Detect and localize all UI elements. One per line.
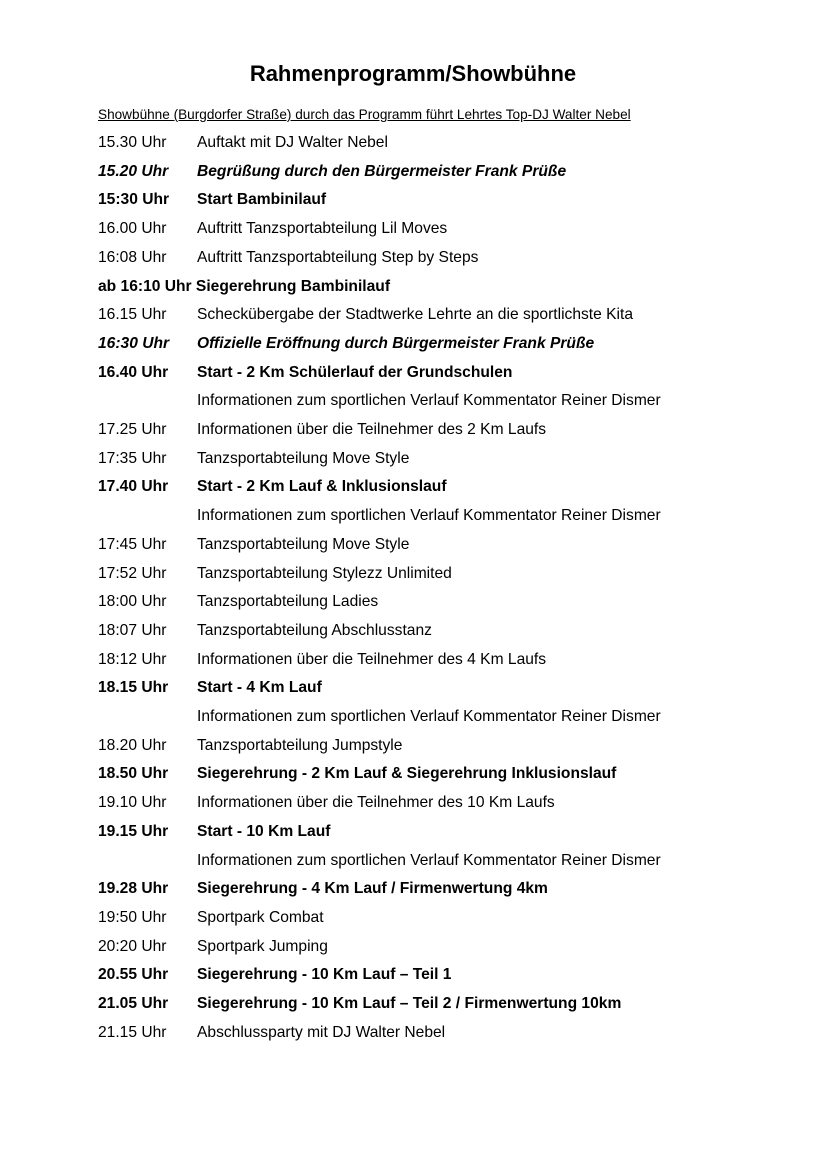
schedule-row — [98, 505, 738, 527]
schedule-description: Start - 4 Km Lauf — [197, 679, 322, 697]
schedule-row — [98, 763, 738, 785]
page-title: Rahmenprogramm/Showbühne — [249, 61, 577, 86]
schedule-description: Begrüßung durch den Bürgermeister Frank Prüße — [197, 162, 567, 180]
schedule-time: 17:52 Uhr — [98, 564, 167, 582]
schedule-row — [98, 476, 738, 498]
schedule-row — [98, 964, 738, 986]
schedule-time: 16:30 Uhr — [98, 334, 170, 352]
schedule-description: Informationen zum sportlichen Verlauf Kommentator Reiner Dismer — [197, 507, 661, 525]
schedule-time: 18.15 Uhr — [98, 679, 169, 697]
schedule-row — [98, 620, 738, 642]
schedule-description: Siegerehrung - 4 Km Lauf / Firmenwertung 4km — [197, 880, 548, 898]
schedule-row — [98, 735, 738, 757]
schedule-time: 17:45 Uhr — [98, 535, 167, 553]
schedule-time: 15:30 Uhr — [98, 191, 170, 209]
schedule-row — [98, 1022, 738, 1044]
schedule-description: Siegerehrung - 10 Km Lauf – Teil 2 / Firmenwertung 10km — [197, 995, 622, 1012]
schedule-description: Informationen über die Teilnehmer des 10 Km Laufs — [197, 794, 555, 812]
schedule-time: 19.10 Uhr — [98, 794, 167, 812]
schedule-row — [98, 993, 738, 1015]
schedule-row — [98, 276, 738, 298]
schedule-row — [98, 362, 738, 384]
schedule-row — [98, 534, 738, 556]
schedule-time: 18:12 Uhr — [98, 650, 167, 668]
schedule-row — [98, 563, 738, 585]
schedule-time: 17.40 Uhr — [98, 478, 169, 496]
schedule-time: 20:20 Uhr — [98, 937, 167, 955]
schedule-description: Informationen über die Teilnehmer des 2 Km Laufs — [197, 421, 547, 438]
schedule-row — [98, 132, 738, 154]
schedule-description: Informationen über die Teilnehmer des 4 Km Laufs — [197, 650, 547, 668]
schedule-description: Auftritt Tanzsportabteilung Step by Steps — [197, 248, 479, 266]
schedule-time: 19.15 Uhr — [98, 822, 169, 840]
schedule-time: 18.20 Uhr — [98, 736, 167, 754]
schedule-row — [98, 304, 738, 326]
schedule-time: 16.00 Uhr — [98, 220, 167, 238]
schedule-time: 17.25 Uhr — [98, 421, 167, 438]
schedule-description: Start - 10 Km Lauf — [197, 822, 331, 840]
schedule-description: Tanzsportabteilung Abschlusstanz — [197, 621, 432, 639]
schedule-description: Start - 2 Km Lauf & Inklusionslauf — [197, 478, 447, 496]
schedule-description: Start Bambinilauf — [197, 191, 327, 209]
schedule-row — [98, 419, 738, 441]
schedule-row — [98, 792, 738, 814]
schedule-description: Tanzsportabteilung Ladies — [197, 593, 379, 611]
page-subtitle: Showbühne (Burgdorfer Straße) durch das Programm führt Lehrtes Top-DJ Walter Nebel — [98, 107, 631, 122]
schedule-description: Siegerehrung - 10 Km Lauf – Teil 1 — [197, 966, 452, 984]
schedule-row — [98, 448, 738, 470]
schedule-description: Auftakt mit DJ Walter Nebel — [197, 134, 388, 151]
schedule-time: 16:08 Uhr — [98, 248, 167, 266]
schedule-description: Start - 2 Km Schülerlauf der Grundschulen — [197, 363, 513, 381]
schedule-description: Tanzsportabteilung Jumpstyle — [197, 736, 403, 754]
schedule-description: Tanzsportabteilung Move Style — [197, 449, 410, 467]
schedule-row — [98, 821, 738, 843]
schedule-time: 21.15 Uhr — [98, 1023, 167, 1041]
schedule-row — [98, 677, 738, 699]
schedule-description: Tanzsportabteilung Stylezz Unlimited — [197, 564, 452, 582]
schedule-time: 21.05 Uhr — [98, 995, 169, 1012]
schedule-description: Sportpark Combat — [197, 908, 324, 926]
schedule-description: Tanzsportabteilung Move Style — [197, 535, 410, 553]
schedule-row — [98, 333, 738, 355]
schedule-row — [98, 907, 738, 929]
schedule-row — [98, 161, 738, 183]
schedule-row — [98, 850, 738, 872]
schedule-row — [98, 878, 738, 900]
schedule-time: 17:35 Uhr — [98, 449, 167, 467]
schedule-row — [98, 649, 738, 671]
schedule-time: 19.28 Uhr — [98, 880, 169, 898]
schedule-row — [98, 189, 738, 211]
schedule-description: Siegerehrung - 2 Km Lauf & Siegerehrung Inklusionslauf — [197, 765, 617, 783]
schedule-description: Informationen zum sportlichen Verlauf Kommentator Reiner Dismer — [197, 708, 661, 725]
schedule-time: 20.55 Uhr — [98, 966, 169, 984]
schedule-description: Auftritt Tanzsportabteilung Lil Moves — [197, 220, 448, 238]
schedule-description: Offizielle Eröffnung durch Bürgermeister Frank Prüße — [197, 334, 595, 352]
schedule-time: 18:00 Uhr — [98, 593, 167, 611]
schedule-description: Informationen zum sportlichen Verlauf Kommentator Reiner Dismer — [197, 851, 661, 869]
schedule-description: Abschlussparty mit DJ Walter Nebel — [197, 1023, 446, 1041]
schedule-time: 18:07 Uhr — [98, 621, 167, 639]
schedule-time: 15.30 Uhr — [98, 134, 167, 151]
schedule-row — [98, 390, 738, 412]
schedule-row — [98, 218, 738, 240]
schedule-row — [98, 247, 738, 269]
schedule-description: Sportpark Jumping — [197, 937, 328, 955]
schedule-time: 16.40 Uhr — [98, 363, 169, 381]
schedule-row — [98, 936, 738, 958]
schedule-time: ab 16:10 Uhr Siegerehrung Bambinilauf — [98, 277, 391, 295]
schedule-time: 15.20 Uhr — [98, 162, 169, 180]
schedule-time: 18.50 Uhr — [98, 765, 169, 783]
schedule-row — [98, 591, 738, 613]
schedule-time: 16.15 Uhr — [98, 306, 167, 324]
schedule-row — [98, 706, 738, 728]
schedule-description: Informationen zum sportlichen Verlauf Kommentator Reiner Dismer — [197, 392, 661, 410]
schedule-description: Scheckübergabe der Stadtwerke Lehrte an die sportlichste Kita — [197, 306, 634, 324]
schedule-time: 19:50 Uhr — [98, 908, 167, 926]
